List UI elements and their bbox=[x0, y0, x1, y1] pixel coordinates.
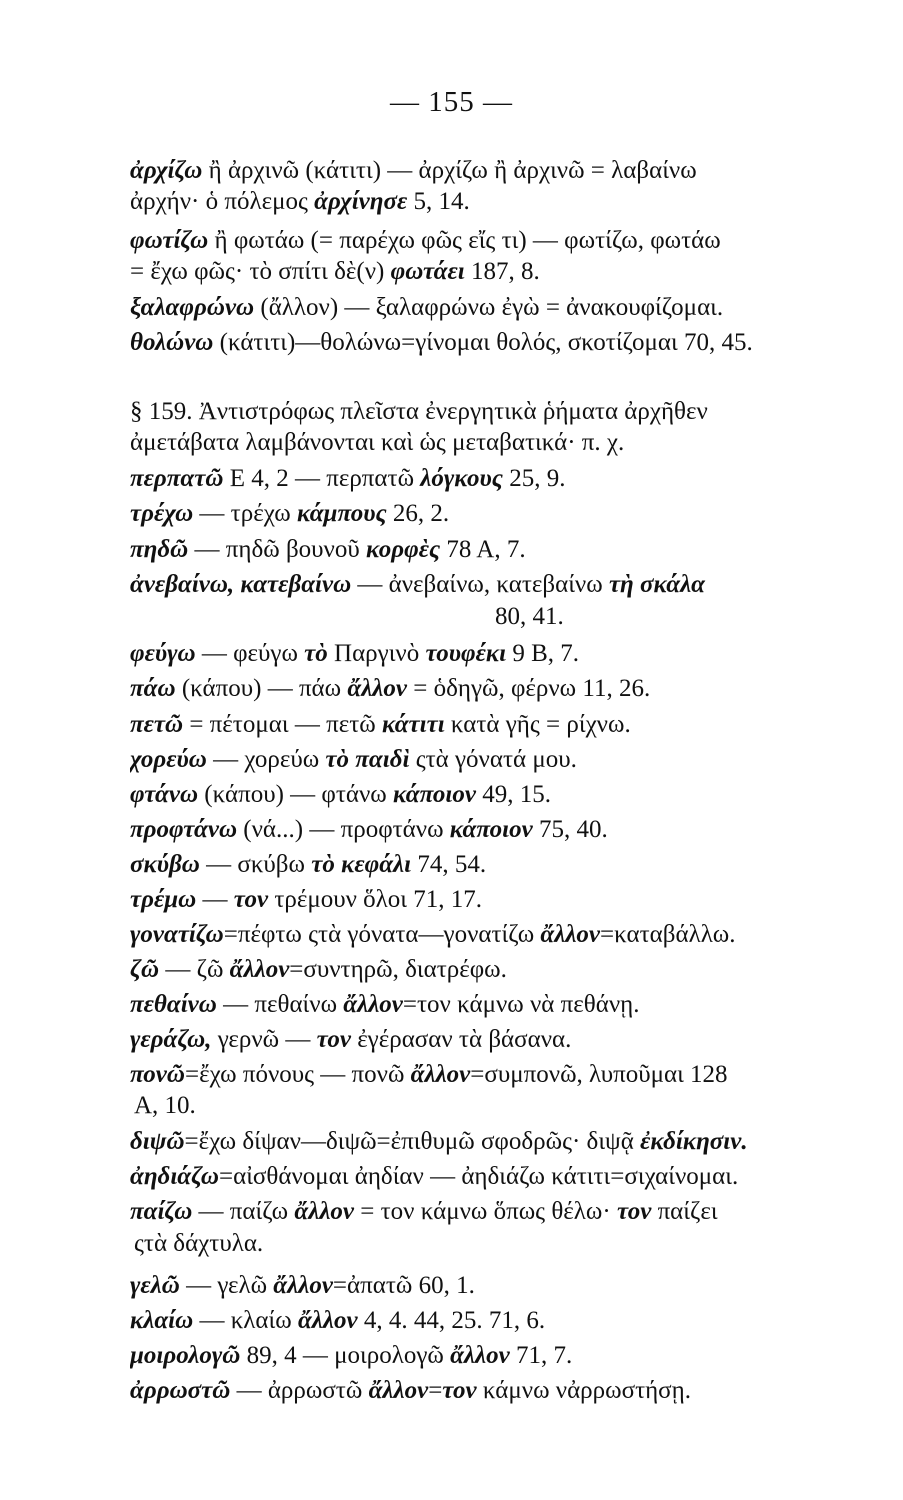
line-text: 25, 9. bbox=[502, 465, 566, 492]
text-line bbox=[130, 638, 840, 670]
headword: κάποιον bbox=[449, 816, 533, 843]
line-text: — κλαίω bbox=[193, 1307, 298, 1334]
line-text: Ε 4, 2 — περπατῶ bbox=[223, 465, 421, 492]
line-text: κατὰ γῆς = ρίχνω. bbox=[444, 711, 631, 738]
text-line bbox=[130, 256, 840, 288]
line-text: ἀρχήν· ὁ πόλεμος bbox=[130, 188, 315, 215]
headword: τὴ σκάλα bbox=[608, 571, 706, 598]
text-line bbox=[130, 1059, 840, 1091]
headword: τον bbox=[616, 1198, 652, 1225]
line-text: ἢ φωτάω (= παρέχω φῶς εἴς τι) — φωτίζω, φωτάω bbox=[208, 227, 721, 254]
text-line bbox=[130, 673, 840, 705]
headword: κλαίω bbox=[130, 1307, 194, 1334]
line-text: 187, 8. bbox=[464, 258, 540, 285]
headword: γελῶ bbox=[130, 1272, 180, 1299]
line-text: τρέμουν ὅλοι 71, 17. bbox=[268, 886, 483, 913]
text-line bbox=[130, 327, 840, 359]
text-line bbox=[130, 396, 840, 428]
text-line bbox=[130, 1024, 840, 1056]
headword: τὸ παιδὶ bbox=[325, 746, 410, 773]
line-text: παίζει bbox=[651, 1198, 718, 1225]
text-line bbox=[130, 463, 840, 495]
line-text: — bbox=[196, 886, 234, 913]
line-text: — τρέχω bbox=[193, 500, 297, 527]
headword: τὸ bbox=[304, 640, 328, 667]
line-text: (κάτιτι)—θολώνω=γίνομαι θολός, σκοτίζομαι 70, 45. bbox=[213, 329, 753, 356]
line-text: γερνῶ — bbox=[211, 1026, 317, 1053]
line-text: =αἰσθάνομαι ἀηδίαν — ἀηδιάζω κάτιτι=σιχαίνομαι. bbox=[219, 1163, 739, 1190]
text-line bbox=[495, 601, 795, 633]
headword: προφτάνω bbox=[130, 816, 238, 843]
headword: γεράζω, bbox=[130, 1026, 212, 1053]
line-text: (νά...) — προφτάνω bbox=[237, 816, 450, 843]
text-line bbox=[130, 1375, 840, 1407]
line-text: 78 Α, 7. bbox=[440, 536, 526, 563]
line-text: 26, 2. bbox=[386, 500, 450, 527]
line-text: — φεύγω bbox=[195, 640, 305, 667]
headword: φωτάει bbox=[390, 258, 465, 285]
line-text: — σκύβω bbox=[199, 851, 312, 878]
text-line bbox=[130, 1126, 840, 1158]
headword: φτάνω bbox=[130, 781, 199, 808]
line-text: =ἔχω δίψαν—διψῶ=ἐπιθυμῶ σφοδρῶς· διψᾷ bbox=[184, 1128, 641, 1155]
line-text: 5, 14. bbox=[407, 188, 470, 215]
headword: ἄλλον bbox=[273, 1272, 333, 1299]
headword: σκύβω bbox=[130, 851, 200, 878]
line-text: — πηδῶ βουνοῦ bbox=[188, 536, 366, 563]
line-text: — γελῶ bbox=[179, 1272, 274, 1299]
headword: πεθαίνω bbox=[130, 991, 217, 1018]
line-text: =πέφτω ςτὰ γόνατα—γονατίζω bbox=[223, 921, 541, 948]
text-line bbox=[130, 744, 840, 776]
line-text: — χορεύω bbox=[206, 746, 326, 773]
line-text: (κάπου) — πάω bbox=[175, 675, 348, 702]
headword: κάποιον bbox=[393, 781, 476, 808]
line-text: 74, 54. bbox=[411, 851, 487, 878]
text-line bbox=[130, 989, 840, 1021]
line-text: =ἔχω πόνους — πονῶ bbox=[184, 1061, 411, 1088]
text-line bbox=[134, 1090, 844, 1122]
headword: ἄλλον bbox=[368, 1377, 429, 1404]
line-text: = bbox=[428, 1377, 443, 1404]
headword: χορεύω bbox=[130, 746, 207, 773]
headword: ἄλλον bbox=[540, 921, 601, 948]
line-text: 4, 4. 44, 25. 71, 6. bbox=[357, 1307, 546, 1334]
text-line bbox=[130, 225, 840, 257]
headword: φωτίζω bbox=[130, 227, 209, 254]
line-text: 80, 41. bbox=[495, 603, 564, 630]
headword: θολώνω bbox=[130, 329, 214, 356]
headword: φεύγω bbox=[130, 640, 196, 667]
text-line bbox=[130, 954, 840, 986]
text-line bbox=[130, 292, 840, 324]
line-text: = τον κάμνω ὅπως θέλω· bbox=[354, 1198, 617, 1225]
headword: κάμπους bbox=[296, 500, 387, 527]
text-line bbox=[130, 884, 840, 916]
text-line bbox=[130, 1340, 840, 1372]
text-line bbox=[130, 779, 840, 811]
headword: ἀρχίνησε bbox=[314, 188, 408, 215]
headword: ἀηδιάζω bbox=[130, 1163, 219, 1190]
line-text: = πέτομαι — πετῶ bbox=[183, 711, 382, 738]
text-line bbox=[130, 155, 840, 187]
headword: πηδῶ bbox=[130, 536, 189, 563]
text-line bbox=[130, 1196, 840, 1228]
text-line bbox=[130, 849, 840, 881]
line-text: § 159. Ἀντιστρόφως πλεῖστα ἐνεργητικὰ ῥήματα ἀρχῆθεν bbox=[130, 398, 708, 425]
text-line bbox=[130, 1161, 840, 1193]
headword: πάω bbox=[130, 675, 176, 702]
line-text: 9 Β, 7. bbox=[506, 640, 579, 667]
line-text: (ἄλλον) — ξαλαφρώνω ἐγὼ = ἀνακουφίζομαι. bbox=[254, 294, 724, 321]
headword: ἄλλον bbox=[343, 991, 403, 1018]
line-text: (κάπου) — φτάνω bbox=[198, 781, 393, 808]
headword: ἀρρωστῶ bbox=[130, 1377, 231, 1404]
text-line bbox=[130, 569, 840, 601]
line-text: ἢ ἀρχινῶ (κάτιτι) — ἀρχίζω ἢ ἀρχινῶ = λαβαίνω bbox=[202, 157, 697, 184]
line-text: =ἀπατῶ 60, 1. bbox=[332, 1272, 475, 1299]
headword: μοιρολογῶ bbox=[130, 1342, 241, 1369]
text-line bbox=[130, 498, 840, 530]
text-line bbox=[130, 1305, 840, 1337]
line-text: ςτὰ δάχτυλα. bbox=[134, 1230, 264, 1257]
headword: ἄλλον bbox=[347, 675, 407, 702]
headword: τον bbox=[316, 1026, 351, 1053]
line-text: =τον κάμνω νὰ πεθάνῃ. bbox=[402, 991, 640, 1018]
headword: ξαλαφρώνω bbox=[130, 294, 255, 321]
text-line bbox=[130, 814, 840, 846]
headword: διψῶ bbox=[130, 1128, 185, 1155]
line-text: =συντηρῶ, διατρέφω. bbox=[289, 956, 507, 983]
line-text: — πεθαίνω bbox=[216, 991, 344, 1018]
headword: γονατίζω bbox=[130, 921, 224, 948]
headword: ἄλλον bbox=[294, 1198, 355, 1225]
text-line bbox=[130, 919, 840, 951]
line-text: = ὁδηγῶ, φέρνω 11, 26. bbox=[407, 675, 651, 702]
text-line bbox=[130, 709, 840, 741]
line-text: — παίζω bbox=[192, 1198, 295, 1225]
line-text: =συμπονῶ, λυποῦμαι 128 bbox=[470, 1061, 728, 1088]
headword: τον bbox=[442, 1377, 477, 1404]
line-text: κάμνω νἀρρωστήσῃ. bbox=[476, 1377, 691, 1404]
headword: τρέχω bbox=[130, 500, 194, 527]
text-line bbox=[130, 1270, 840, 1302]
line-text: ἐγέρασαν τὰ βάσανα. bbox=[350, 1026, 572, 1053]
line-text: ςτὰ γόνατά μου. bbox=[409, 746, 577, 773]
headword: λόγκους bbox=[420, 465, 503, 492]
line-text: Α, 10. bbox=[134, 1092, 196, 1119]
text-line bbox=[130, 534, 840, 566]
headword: ἄλλον bbox=[297, 1307, 358, 1334]
headword: ἀνεβαίνω, κατεβαίνω bbox=[130, 571, 352, 598]
text-line bbox=[130, 427, 840, 459]
headword: τρέμω bbox=[130, 886, 197, 913]
line-text: — ἀρρωστῶ bbox=[230, 1377, 369, 1404]
headword: τὸ κεφάλι bbox=[311, 851, 412, 878]
headword: κάτιτι bbox=[381, 711, 445, 738]
headword: τουφέκι bbox=[425, 640, 507, 667]
headword: παίζω bbox=[130, 1198, 193, 1225]
headword: ἀρχίζω bbox=[130, 157, 203, 184]
line-text: 71, 7. bbox=[509, 1342, 573, 1369]
line-text: 75, 40. bbox=[532, 816, 608, 843]
line-text: =καταβάλλω. bbox=[600, 921, 736, 948]
headword: κορφὲς bbox=[365, 536, 441, 563]
line-text: — ζῶ bbox=[159, 956, 230, 983]
headword: ἄλλον bbox=[450, 1342, 510, 1369]
headword: τον bbox=[233, 886, 269, 913]
headword: πονῶ bbox=[130, 1061, 185, 1088]
line-text: ἀμετάβατα λαμβάνονται καὶ ὡς μεταβατικά· π. χ. bbox=[130, 429, 625, 456]
text-line bbox=[130, 186, 840, 218]
text-line bbox=[134, 1228, 844, 1260]
line-text: 89, 4 — μοιρολογῶ bbox=[240, 1342, 451, 1369]
page-number: — 155 — bbox=[390, 86, 513, 118]
line-text: Παργινὸ bbox=[327, 640, 426, 667]
headword: πετῶ bbox=[130, 711, 184, 738]
line-text: 49, 15. bbox=[475, 781, 551, 808]
line-text: = ἔχω φῶς· τὸ σπίτι δὲ(ν) bbox=[130, 258, 391, 285]
headword: ζῶ bbox=[130, 956, 160, 983]
line-text: — ἀνεβαίνω, κατεβαίνω bbox=[351, 571, 609, 598]
headword: ἄλλον bbox=[410, 1061, 471, 1088]
headword: ἄλλον bbox=[229, 956, 290, 983]
headword: περπατῶ bbox=[130, 465, 224, 492]
headword: ἐκδίκησιν. bbox=[640, 1128, 748, 1155]
